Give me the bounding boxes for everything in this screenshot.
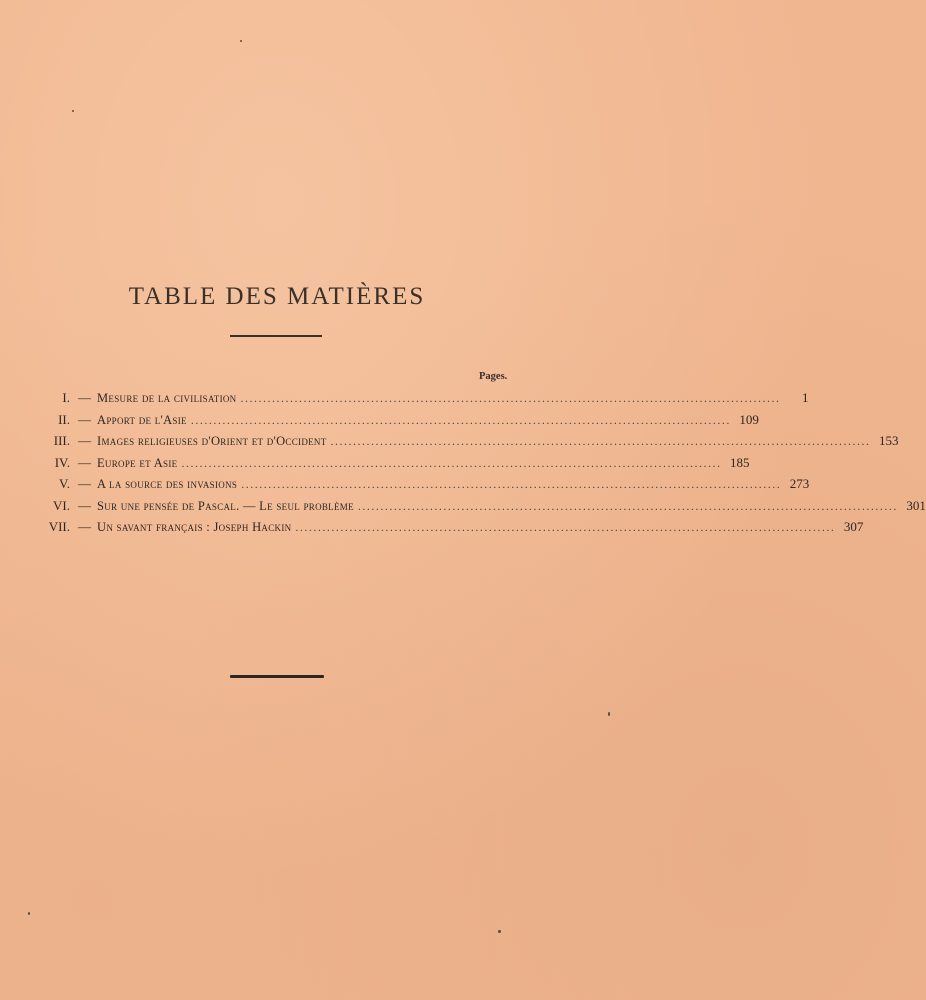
chapter-title: Apport de l'Asie bbox=[97, 412, 187, 427]
chapter-number: VI. bbox=[53, 497, 70, 513]
page-number: 301 bbox=[906, 497, 926, 513]
chapter-number: II. bbox=[58, 411, 70, 427]
separator-dash: — bbox=[78, 454, 91, 470]
dot-leader: ........................................................................................................................ bbox=[190, 412, 731, 427]
toc-entry bbox=[30, 519, 864, 541]
toc-entry bbox=[30, 497, 926, 520]
page-number: 153 bbox=[879, 433, 899, 448]
toc-entry bbox=[30, 454, 750, 477]
chapter-number: VII. bbox=[48, 519, 70, 534]
separator-dash: — bbox=[78, 519, 91, 534]
dot-leader: ........................................................................................................................ bbox=[295, 520, 836, 534]
page-number: 1 bbox=[801, 390, 809, 405]
paper-speck bbox=[28, 912, 30, 915]
separator-dash: — bbox=[78, 433, 91, 448]
dot-leader: ........................................................................................................................ bbox=[357, 498, 898, 513]
toc-entry bbox=[30, 390, 809, 412]
dot-leader: ........................................................................................................................ bbox=[181, 455, 722, 470]
chapter-number: V. bbox=[59, 476, 70, 491]
chapter-title: Un savant français : Joseph Hackin bbox=[97, 520, 292, 534]
chapter-title: Sur une pensée de Pascal. — Le seul problème bbox=[97, 498, 354, 513]
separator-dash: — bbox=[78, 476, 91, 491]
chapter-number: I. bbox=[62, 390, 70, 405]
toc-entry bbox=[30, 476, 810, 498]
dot-leader: ........................................................................................................................ bbox=[240, 391, 781, 405]
paper-speck bbox=[240, 40, 242, 42]
toc-entry bbox=[30, 433, 899, 455]
table-of-contents bbox=[30, 390, 926, 541]
dot-leader: ........................................................................................................................ bbox=[330, 434, 871, 448]
page-number: 307 bbox=[843, 519, 864, 534]
paper-speck bbox=[608, 712, 610, 716]
page-number: 109 bbox=[739, 411, 759, 427]
chapter-title: Mesure de la civilisation bbox=[97, 391, 237, 405]
chapter-number: III. bbox=[53, 433, 70, 448]
title-divider bbox=[230, 335, 322, 337]
separator-dash: — bbox=[78, 411, 91, 427]
page-title: TABLE DES MATIÈRES bbox=[128, 283, 426, 310]
chapter-number: IV. bbox=[54, 454, 70, 470]
page-number: 185 bbox=[729, 454, 750, 470]
chapter-title: Images religieuses d'Orient et d'Occident bbox=[97, 434, 327, 448]
closing-divider bbox=[230, 675, 324, 678]
page-number: 273 bbox=[789, 476, 810, 491]
chapter-title: A la source des invasions bbox=[97, 477, 238, 491]
toc-entry bbox=[30, 411, 759, 434]
paper-speck bbox=[72, 110, 74, 112]
chapter-title: Europe et Asie bbox=[97, 455, 178, 470]
separator-dash: — bbox=[78, 390, 91, 405]
dot-leader: ........................................................................................................................ bbox=[241, 477, 782, 491]
separator-dash: — bbox=[78, 497, 91, 513]
paper-speck bbox=[498, 930, 501, 933]
pages-column-header: Pages. bbox=[479, 371, 508, 382]
